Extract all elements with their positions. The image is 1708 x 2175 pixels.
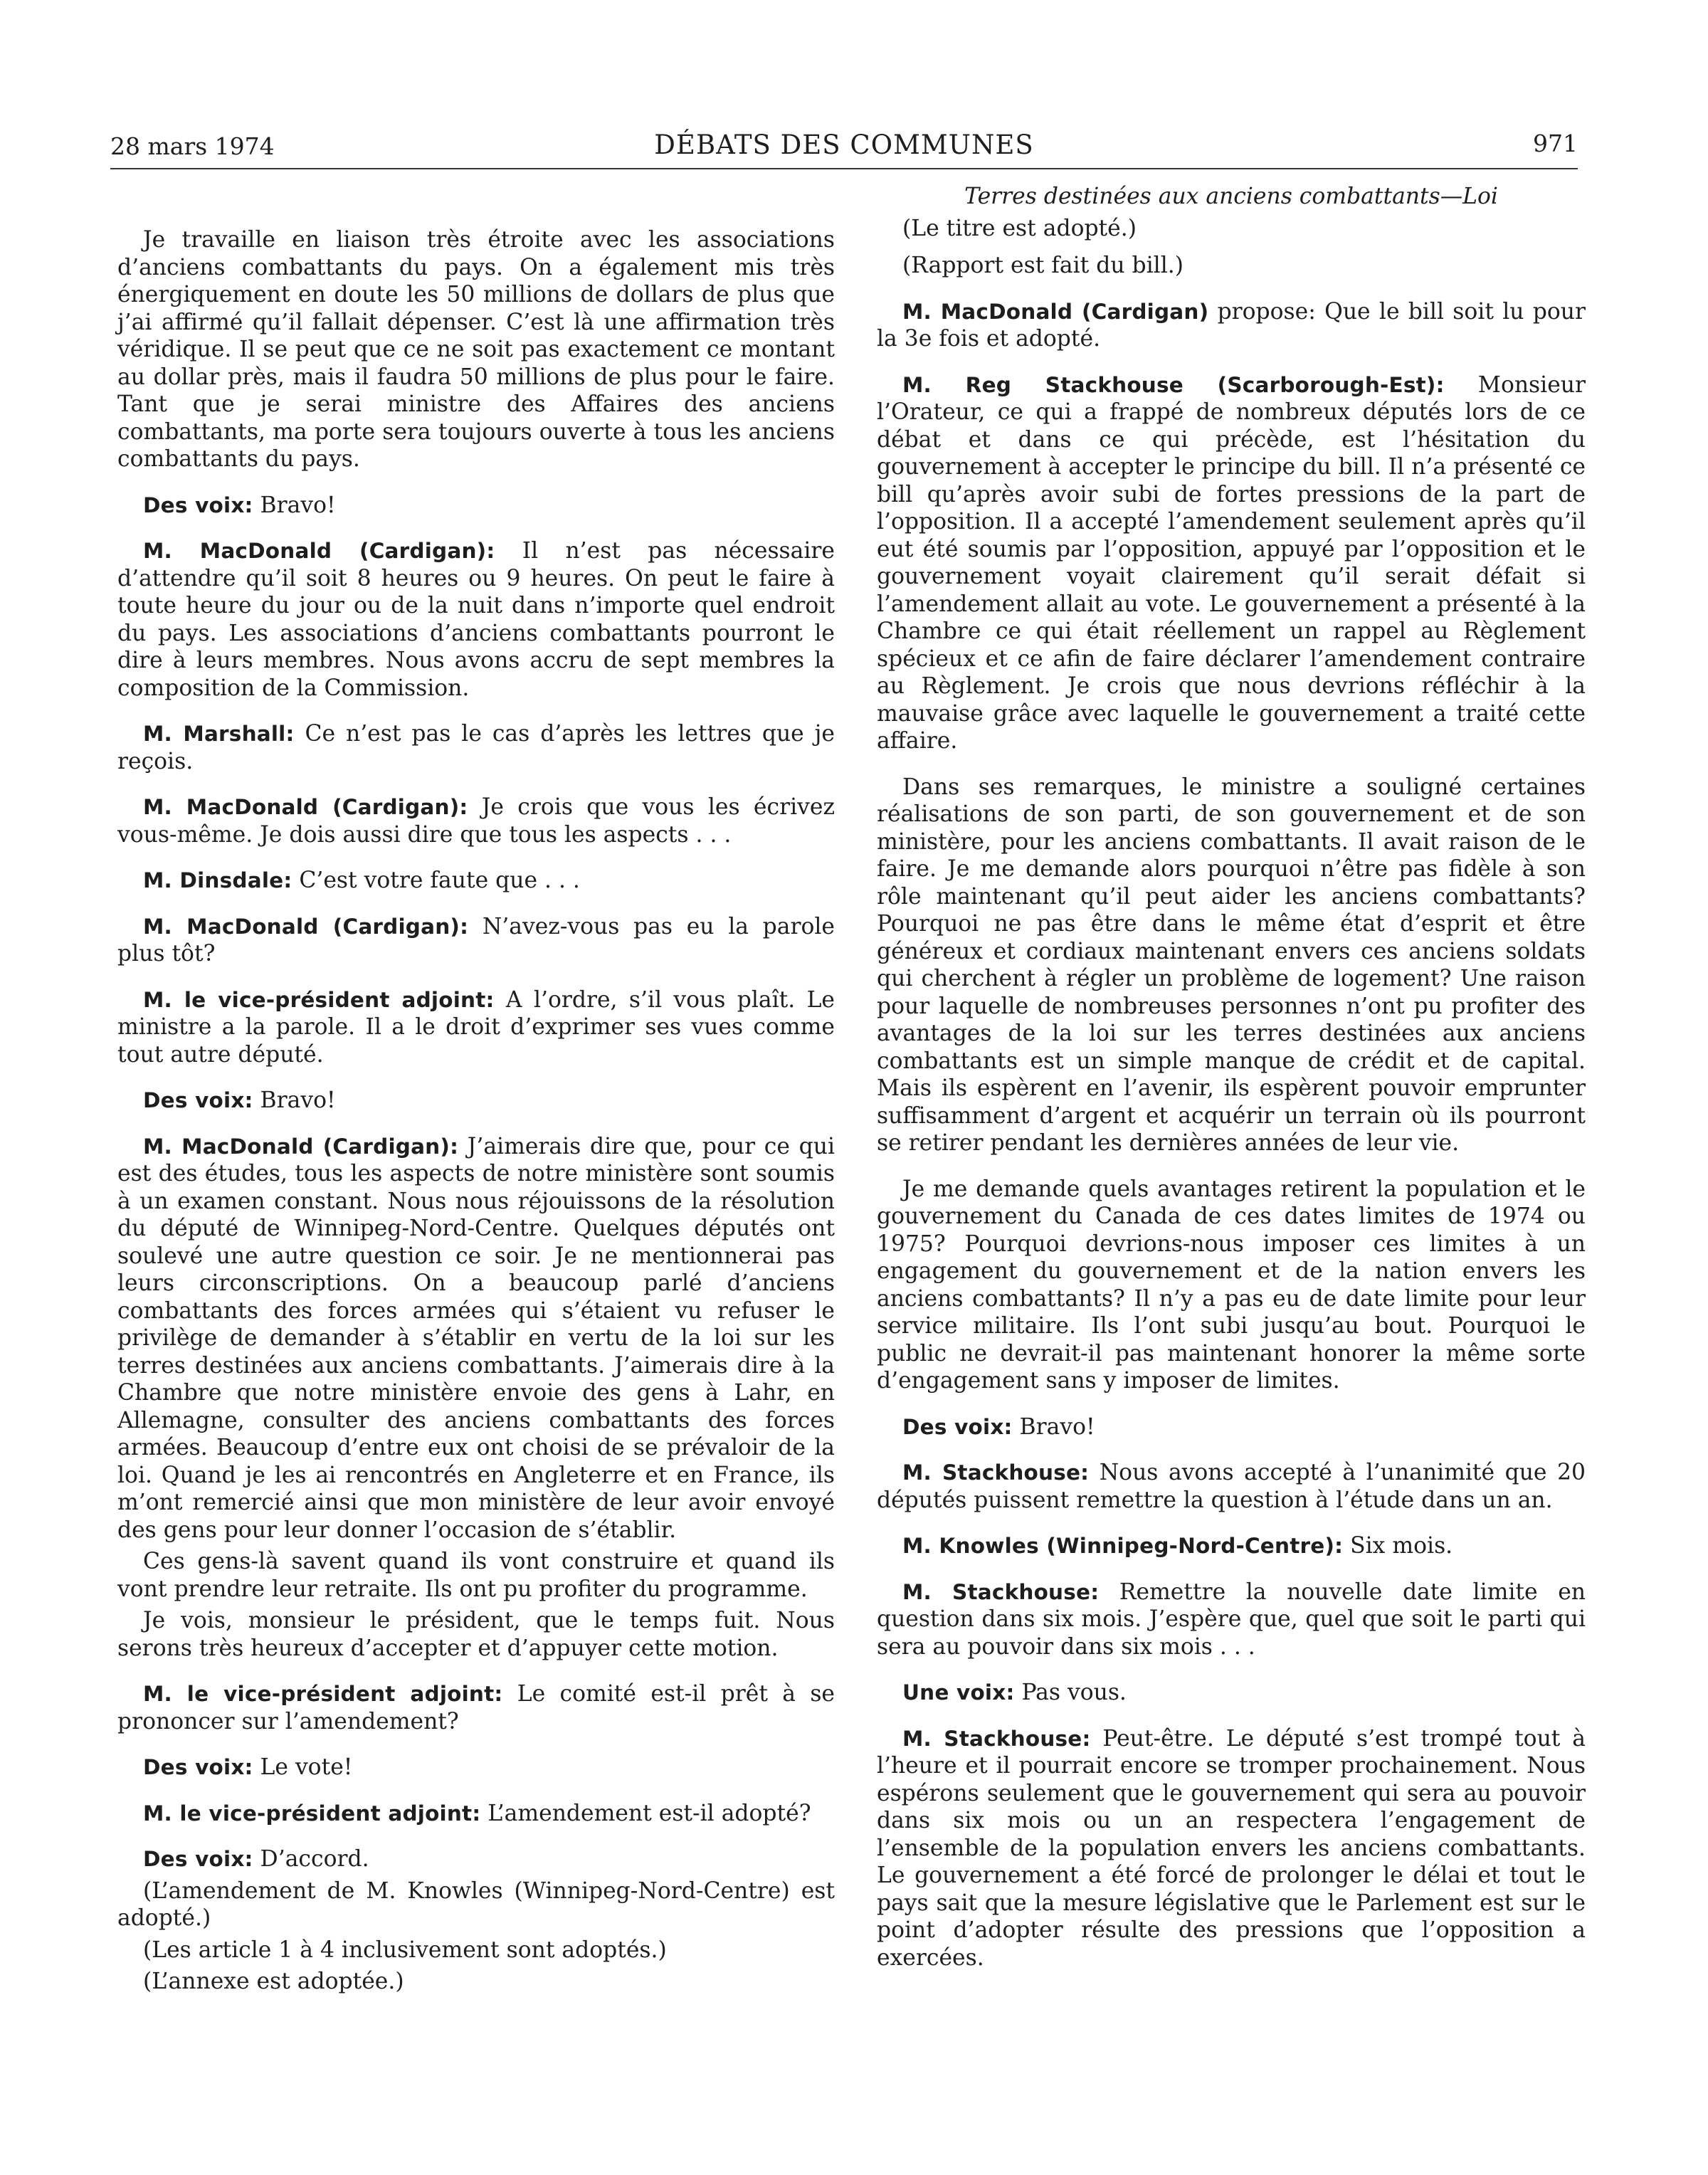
page-header	[110, 127, 1578, 169]
paragraph: M. MacDonald (Cardigan): J’aimerais dire que, pour ce qui est des études, tous les aspects de notre ministère sont soumis à un examen constant. Nous nous réjouissons de la résolution du député de Winnipeg-Nord-Centre. Quelques députés ont soulevé une autre question ce soir. Je ne mentionnerai pas leurs circonscriptions. On a beaucoup parlé d’anciens combattants des forces armées qui s’étaient vu refuser le privilège de demander à s’établir en vertu de la loi sur les terres destinées aux anciens combattants. J’aimerais dire à la Chambre que notre ministère envoie des gens à Lahr, en Allemagne, consulter des anciens combattants des forces armées. Beaucoup d’entre eux ont choisi de se prévaloir de la loi. Quand je les ai rencontrés en Angleterre et en France, ils m’ont remercié ainsi que mon ministère de leur avoir envoyé des gens pour leur donner l’occasion de s’établir.	[117, 1133, 835, 1543]
paragraph: (L’amendement de M. Knowles (Winnipeg-Nord-Centre) est adopté.)	[117, 1878, 835, 1931]
running-head: Terres destinées aux anciens combattants—Loi	[964, 184, 1498, 209]
paragraph: Je travaille en liaison très étroite avec les associations d’anciens combattants du pays. On a également mis très énergiquement en doute les 50 millions de dollars de plus que j’ai affirmé qu’il fallait dépenser. C’est là une affirmation très véridique. Il se peut que ce ne soit pas exactement ce montant au dollar près, mais il faudra 50 millions de plus pour le faire. Tant que je serai ministre des Affaires des anciens combattants, ma porte sera toujours ouverte à tous les anciens combattants du pays.	[117, 227, 835, 472]
paragraph: M. Marshall: Ce n’est pas le cas d’après les lettres que je reçois.	[117, 721, 835, 774]
header-date: 28 mars 1974	[110, 132, 275, 160]
paragraph: Dans ses remarques, le ministre a souligné certaines réalisations de son parti, de son gouvernement et de son ministère, pour les anciens combattants. Il avait raison de le faire. Je me demande alors pourquoi n’être pas fidèle à son rôle maintenant qu’il peut aider les anciens combattants? Pourquoi ne pas être dans le même état d’esprit et être généreux et cordiaux maintenant envers ces anciens soldats qui cherchent à régler un problème de logement? Une raison pour laquelle de nombreuses personnes n’ont pu profiter des avantages de la loi sur les terres destinées aux anciens combattants est un simple manque de crédit et de capital. Mais ils espèrent en l’avenir, ils espèrent pouvoir emprunter suffisamment d’argent et acquérir un terrain où ils pourront se retirer pendant les dernières années de leur vie.	[877, 774, 1586, 1156]
paragraph: (L’annexe est adoptée.)	[143, 1969, 404, 1994]
paragraph: (Rapport est fait du bill.)	[902, 253, 1184, 278]
paragraph: (Le titre est adopté.)	[902, 215, 1137, 241]
header-title: DÉBATS DES COMMUNES	[654, 130, 1034, 160]
paragraph: M. MacDonald (Cardigan): Il n’est pas nécessaire d’attendre qu’il soit 8 heures ou 9 heures. On peut le faire à toute heure du jour ou de la nuit dans n’importe quel endroit du pays. Les associations d’anciens combattants pourront le dire à leurs membres. Nous avons accru de sept membres la composition de la Commission.	[117, 538, 835, 701]
paragraph: M. Dinsdale: C’est votre faute que . . .	[143, 868, 580, 893]
page-number: 971	[1533, 130, 1578, 157]
paragraph: Des voix: Bravo!	[143, 492, 336, 518]
paragraph: Des voix: Le vote!	[143, 1754, 353, 1780]
paragraph: M. le vice-président adjoint: Le comité est-il prêt à se prononcer sur l’amendement?	[117, 1681, 835, 1734]
paragraph: M. MacDonald (Cardigan): Je crois que vous les écrivez vous-même. Je dois aussi dire que tous les aspects . . .	[117, 794, 835, 848]
paragraph: M. Stackhouse: Remettre la nouvelle date limite en question dans six mois. J’espère que, quel que soit le parti qui sera au pouvoir dans six mois . . .	[877, 1579, 1586, 1660]
paragraph: M. Reg Stackhouse (Scarborough-Est): Monsieur l’Orateur, ce qui a frappé de nombreux députés lors de ce débat et dans ce qui précède, est l’hésitation du gouvernement à accepter le principe du bill. Il n’a présenté ce bill qu’après avoir subi de fortes pressions de la part de l’opposition. Il a accepté l’amendement seulement après qu’il eut été soumis par l’opposition, appuyé par l’opposition et le gouvernement voyait clairement qu’il serait défait si l’amendement allait au vote. Le gouvernement a présenté à la Chambre ce qui était réellement un rappel au Règlement spécieux et ce afin de faire déclarer l’amendement contraire au Règlement. Je crois que nous devrions réfléchir à la mauvaise grâce avec laquelle le gouvernement a traité cette affaire.	[877, 372, 1586, 754]
left-column	[117, 226, 835, 2000]
paragraph: M. MacDonald (Cardigan): N’avez-vous pas eu la parole plus tôt?	[117, 913, 835, 967]
paragraph: Des voix: Bravo!	[143, 1088, 336, 1113]
right-column	[877, 183, 1586, 1990]
paragraph: M. Stackhouse: Nous avons accepté à l’unanimité que 20 députés puissent remettre la question à l’étude dans un an.	[877, 1460, 1586, 1513]
paragraph: M. le vice-président adjoint: L’amendement est-il adopté?	[143, 1800, 811, 1826]
paragraph: (Les article 1 à 4 inclusivement sont adoptés.)	[143, 1937, 667, 1963]
paragraph: M. Knowles (Winnipeg-Nord-Centre): Six mois.	[902, 1533, 1453, 1559]
paragraph: Des voix: Bravo!	[902, 1413, 1095, 1440]
paragraph: Ces gens-là savent quand ils vont construire et quand ils vont prendre leur retraite. Ils ont pu profiter du programme.	[117, 1549, 835, 1602]
paragraph: M. Stackhouse: Peut-être. Le député s’est trompé tout à l’heure et il pourrait encore se tromper prochainement. Nous espérons seulement que le gouvernement qui sera au pouvoir dans six mois ou un an respectera l’engagement de l’ensemble de la population envers les anciens combattants. Le gouvernement a été forcé de prolonger le délai et tout le pays sait que la mesure législative que le Parlement est sur le point d’adopter résulte des pressions que l’opposition a exercées.	[877, 1725, 1586, 1971]
paragraph: Une voix: Pas vous.	[902, 1680, 1127, 1705]
paragraph: Je vois, monsieur le président, que le temps fuit. Nous serons très heureux d’accepter et d’appuyer cette motion.	[117, 1608, 835, 1661]
paragraph: M. MacDonald (Cardigan) propose: Que le bill soit lu pour la 3e fois et adopté.	[877, 298, 1586, 352]
paragraph: M. le vice-président adjoint: A l’ordre, s’il vous plaît. Le ministre a la parole. Il a le droit d’exprimer ses vues comme tout autre député.	[117, 986, 835, 1068]
paragraph: Des voix: D’accord.	[143, 1846, 369, 1872]
paragraph: Je me demande quels avantages retirent la population et le gouvernement du Canada de ces dates limites de 1974 ou 1975? Pourquoi devrions-nous imposer ces limites à un engagement du gouvernement et de la nation envers les anciens combattants? Il n’y a pas eu de date limite pour leur service militaire. Ils l’ont subi jusqu’au bout. Pourquoi le public ne devrait-il pas maintenant honorer la même sorte d’engagement sans y imposer de limites.	[877, 1176, 1586, 1394]
